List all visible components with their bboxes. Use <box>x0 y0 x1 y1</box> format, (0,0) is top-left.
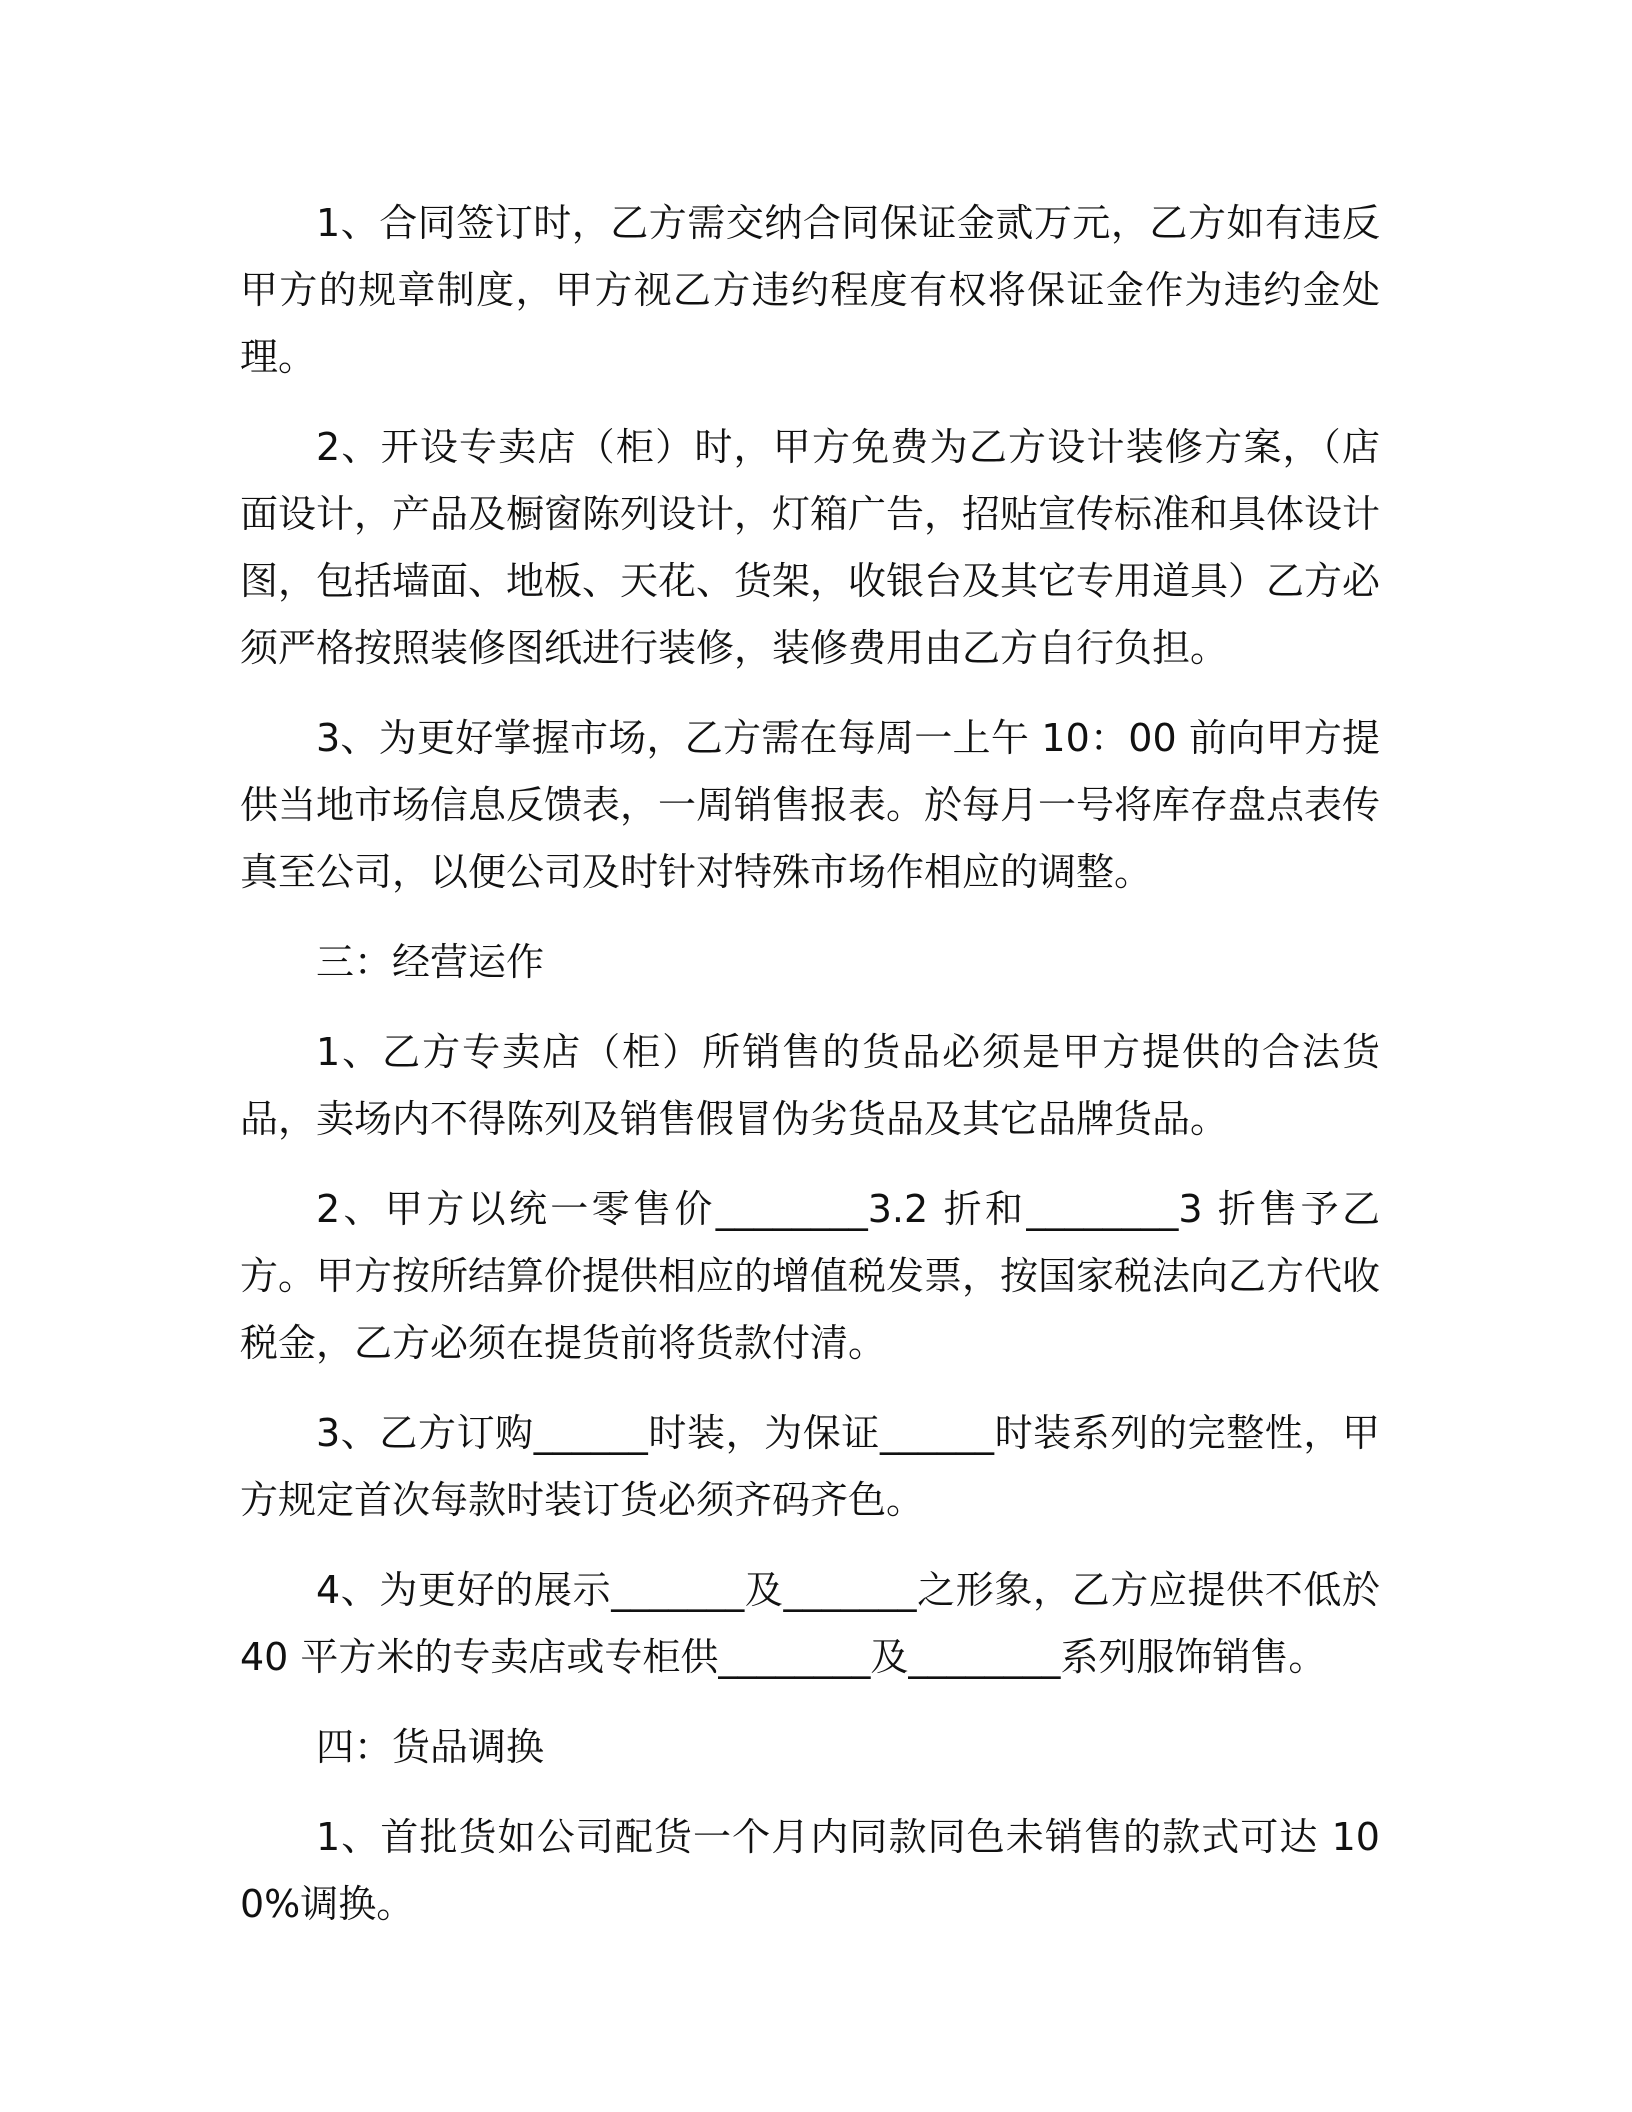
section-heading-exchange: 四：货品调换 <box>316 1725 545 1769</box>
clause-deposit: 1、合同签订时，乙方需交纳合同保证金贰万元，乙方如有违反甲方的规章制度，甲方视乙方违约程度有权将保证金作为违约金处理。 <box>240 201 1380 379</box>
clause-store-size: 4、为更好的展示_______及_______之形象，乙方应提供不低於 40 平方米的专卖店或专柜供________及________系列服饰销售。 <box>240 1568 1380 1679</box>
clause-store-design: 2、开设专卖店（柜）时，甲方免费为乙方设计装修方案，（店面设计，产品及橱窗陈列设计，灯箱广告，招贴宣传标准和具体设计图，包括墙面、地板、天花、货架，收银台及其它专用道具）乙方必须严格按照装修图纸进行装修，装修费用由乙方自行负担。 <box>240 425 1381 670</box>
clause-first-batch-exchange: 1、首批货如公司配货一个月内同款同色未销售的款式可达 100%调换。 <box>240 1815 1380 1926</box>
clause-pricing: 2、甲方以统一零售价________3.2 折和________3 折售予乙方。甲方按所结算价提供相应的增值税发票，按国家税法向乙方代收税金，乙方必须在提货前将货款付清。 <box>240 1187 1381 1365</box>
clause-legal-goods: 1、乙方专卖店（柜）所销售的货品必须是甲方提供的合法货品，卖场内不得陈列及销售假冒伪劣货品及其它品牌货品。 <box>240 1030 1380 1141</box>
section-heading-operations: 三：经营运作 <box>316 940 545 984</box>
clause-market-report: 3、为更好掌握市场，乙方需在每周一上午 10：00 前向甲方提供当地市场信息反馈表，一周销售报表。於每月一号将库存盘点表传真至公司，以便公司及时针对特殊市场作相应的调整。 <box>240 716 1381 894</box>
clause-ordering: 3、乙方订购______时装，为保证______时装系列的完整性，甲方规定首次每款时装订货必须齐码齐色。 <box>240 1411 1380 1522</box>
document-body <box>240 190 1380 1961</box>
